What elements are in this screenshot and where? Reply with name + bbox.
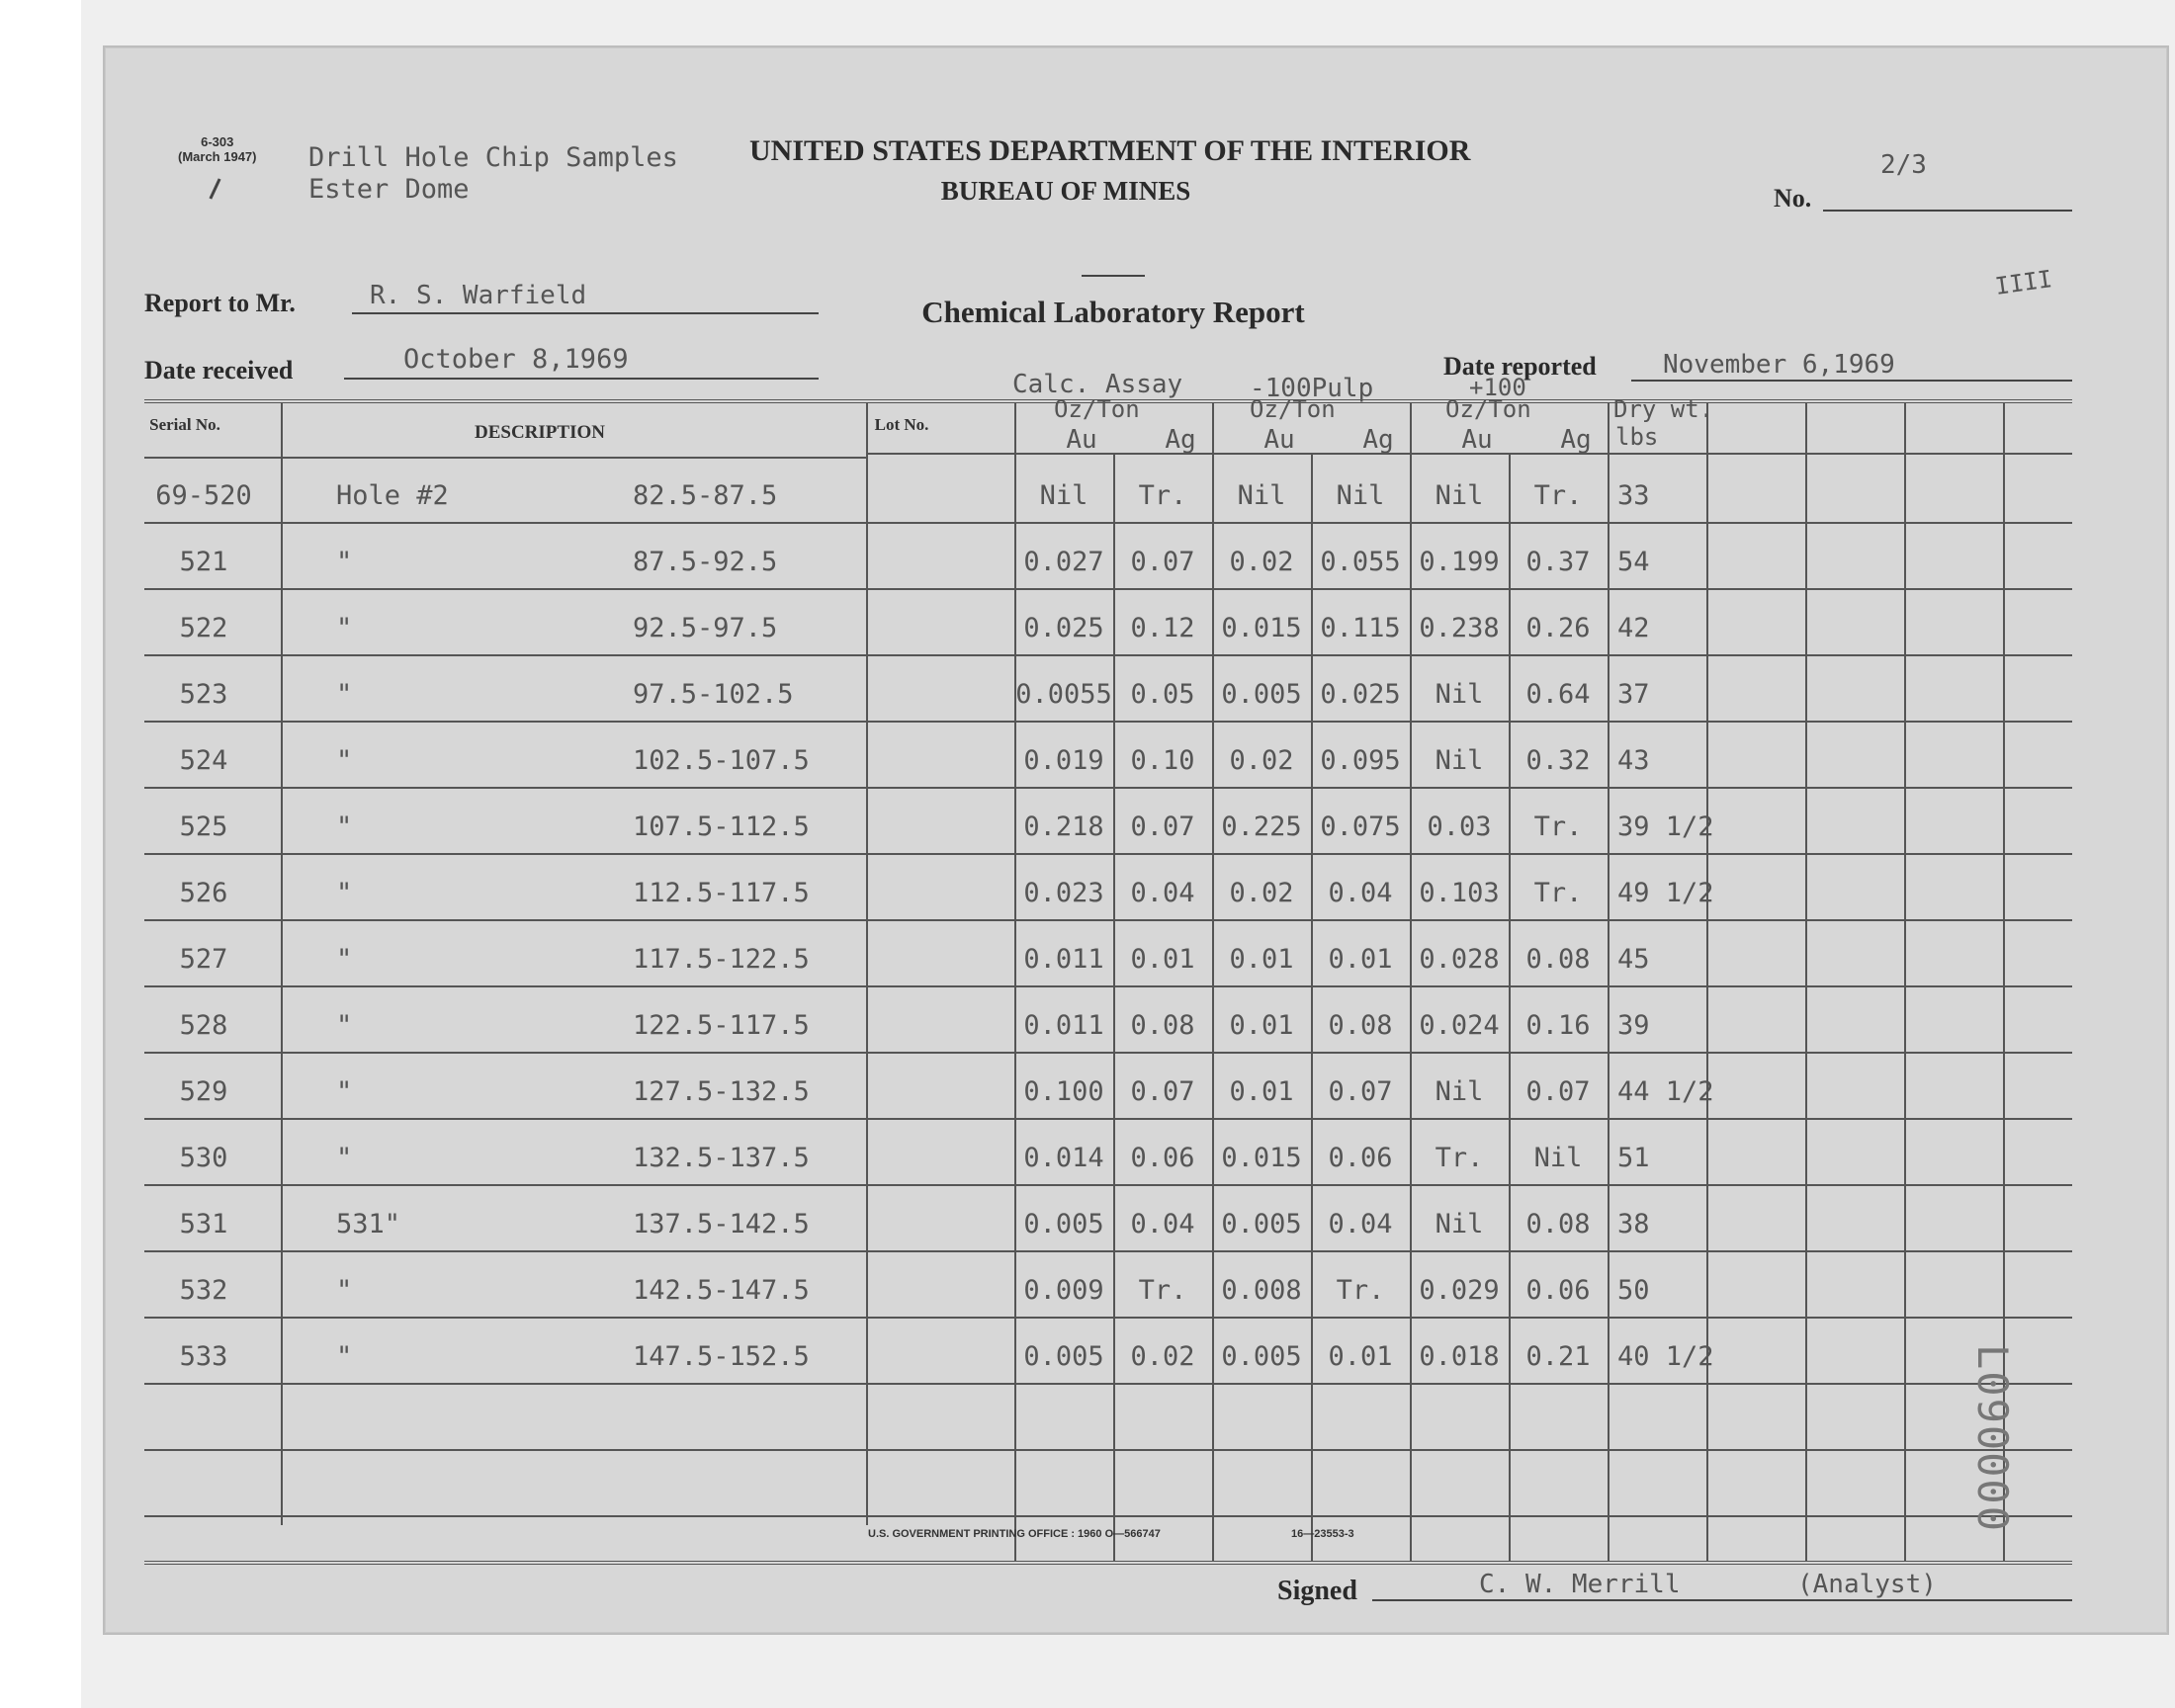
cell-q-ag: 0.21	[1525, 1341, 1591, 1372]
no-field-line	[1823, 210, 2072, 212]
col-rule	[1805, 403, 1807, 1561]
cell-c-ag: 0.08	[1130, 1010, 1195, 1041]
cell-c-au: Nil	[1039, 480, 1088, 511]
cell-p-ag: 0.075	[1320, 811, 1401, 842]
row-rule	[144, 588, 2072, 590]
cell-p-au: 0.02	[1229, 745, 1294, 776]
col-rule	[1608, 403, 1610, 1561]
cell-q-au: 0.028	[1419, 944, 1500, 975]
date-received-value: October 8,1969	[403, 344, 629, 375]
cell-q-ag: 0.37	[1525, 547, 1591, 577]
date-received-label: Date received	[144, 356, 294, 384]
cell-c-ag: 0.12	[1130, 613, 1195, 643]
cell-interval: 117.5-122.5	[633, 944, 810, 975]
ag-header-1: Ag	[1165, 425, 1196, 455]
cell-q-au: 0.024	[1419, 1010, 1500, 1041]
form-edition: (March 1947)	[178, 149, 257, 164]
cell-wt: 37	[1617, 679, 1650, 710]
cell-p-ag: 0.07	[1328, 1076, 1393, 1107]
cell-serial: 69-520	[155, 480, 252, 511]
cell-c-ag: 0.05	[1130, 679, 1195, 710]
cell-hole: "	[336, 944, 353, 975]
cell-wt: 38	[1617, 1209, 1650, 1239]
cell-wt: 33	[1617, 480, 1650, 511]
cell-c-au: 0.023	[1023, 878, 1104, 908]
cell-c-ag: 0.06	[1130, 1143, 1195, 1173]
cell-p-ag: 0.055	[1320, 547, 1401, 577]
cell-p-au: 0.008	[1221, 1275, 1302, 1306]
cell-p-ag: 0.04	[1328, 1209, 1393, 1239]
title-rule	[1082, 275, 1145, 277]
cell-hole: "	[336, 745, 353, 776]
lbs-header: lbs	[1615, 423, 1659, 451]
cell-interval: 107.5-112.5	[633, 811, 810, 842]
au-header-1: Au	[1066, 425, 1097, 455]
cell-p-au: Nil	[1237, 480, 1286, 511]
col-rule	[1904, 403, 1906, 1561]
cell-wt: 50	[1617, 1275, 1650, 1306]
cell-p-au: 0.01	[1229, 1076, 1294, 1107]
cell-q-au: Nil	[1435, 1076, 1484, 1107]
cell-p-au: 0.01	[1229, 1010, 1294, 1041]
cell-serial: 524	[179, 745, 228, 776]
cell-q-au: 0.199	[1419, 547, 1500, 577]
cell-serial: 525	[179, 811, 228, 842]
cell-c-ag: 0.07	[1130, 811, 1195, 842]
cell-hole: "	[336, 547, 353, 577]
cell-serial: 526	[179, 878, 228, 908]
table-top-rule	[144, 399, 2072, 403]
signer-name: C. W. Merrill	[1479, 1570, 1681, 1599]
cell-c-au: 0.019	[1023, 745, 1104, 776]
cell-hole: "	[336, 613, 353, 643]
cell-interval: 127.5-132.5	[633, 1076, 810, 1107]
cell-p-ag: Nil	[1336, 480, 1385, 511]
cell-interval: 132.5-137.5	[633, 1143, 810, 1173]
cell-q-au: 0.018	[1419, 1341, 1500, 1372]
cell-q-ag: Tr.	[1533, 878, 1583, 908]
cell-q-au: Nil	[1435, 1209, 1484, 1239]
row-rule	[144, 1184, 2072, 1186]
cell-interval: 147.5-152.5	[633, 1341, 810, 1372]
document-number: L090000	[1968, 1344, 2017, 1534]
page-number: 2/3	[1880, 150, 1927, 180]
cell-hole: "	[336, 878, 353, 908]
cell-serial: 530	[179, 1143, 228, 1173]
cell-q-ag: 0.32	[1525, 745, 1591, 776]
ag-header-2: Ag	[1362, 425, 1394, 455]
serial-header: Serial No.	[149, 415, 220, 434]
cell-q-au: Nil	[1435, 745, 1484, 776]
cell-p-au: 0.015	[1221, 1143, 1302, 1173]
cell-serial: 531	[179, 1209, 228, 1239]
plus100-header: +100	[1469, 374, 1526, 401]
cell-p-ag: 0.01	[1328, 944, 1393, 975]
description-header: DESCRIPTION	[475, 422, 605, 443]
cell-c-ag: Tr.	[1138, 1275, 1187, 1306]
unit-header-2: Oz/Ton	[1250, 395, 1336, 423]
col-rule	[866, 403, 868, 1525]
cell-wt: 51	[1617, 1143, 1650, 1173]
row-rule	[144, 919, 2072, 921]
cell-serial: 523	[179, 679, 228, 710]
cell-p-au: 0.015	[1221, 613, 1302, 643]
agency-title: UNITED STATES DEPARTMENT OF THE INTERIOR	[749, 134, 1471, 167]
cell-wt: 40 1/2	[1617, 1341, 1714, 1372]
cell-p-au: 0.005	[1221, 1209, 1302, 1239]
cell-q-ag: Tr.	[1533, 480, 1583, 511]
cell-serial: 527	[179, 944, 228, 975]
cell-wt: 44 1/2	[1617, 1076, 1714, 1107]
cell-q-ag: 0.16	[1525, 1010, 1591, 1041]
form-number-block	[178, 134, 256, 164]
cell-q-ag: 0.64	[1525, 679, 1591, 710]
report-title: Chemical Laboratory Report	[921, 295, 1305, 329]
signed-label: Signed	[1277, 1576, 1357, 1606]
cell-hole: "	[336, 1341, 353, 1372]
table-bottom-rule	[144, 1561, 2072, 1565]
pulp-header: -100Pulp	[1250, 374, 1374, 403]
cell-c-ag: 0.02	[1130, 1341, 1195, 1372]
cell-q-ag: 0.08	[1525, 944, 1591, 975]
cell-c-au: 0.0055	[1015, 679, 1112, 710]
cell-q-au: 0.029	[1419, 1275, 1500, 1306]
cell-q-ag: Nil	[1533, 1143, 1583, 1173]
cell-p-au: 0.02	[1229, 878, 1294, 908]
pen-mark	[209, 178, 220, 199]
report-to-value: R. S. Warfield	[370, 281, 587, 310]
row-rule	[144, 1449, 2072, 1451]
location: Ester Dome	[308, 174, 470, 205]
cell-interval: 137.5-142.5	[633, 1209, 810, 1239]
au-header-3: Au	[1461, 425, 1493, 455]
cell-p-ag: 0.095	[1320, 745, 1401, 776]
dry-wt-header: Dry wt.	[1613, 395, 1714, 423]
row-rule	[144, 1118, 2072, 1120]
date-reported-value: November 6,1969	[1663, 350, 1895, 380]
cell-wt: 54	[1617, 547, 1650, 577]
cell-serial: 532	[179, 1275, 228, 1306]
cell-interval: 102.5-107.5	[633, 745, 810, 776]
report-to-line	[352, 312, 819, 314]
cell-interval: 97.5-102.5	[633, 679, 794, 710]
cell-q-au: Tr.	[1435, 1143, 1484, 1173]
cell-wt: 39 1/2	[1617, 811, 1714, 842]
cell-wt: 43	[1617, 745, 1650, 776]
row-rule	[144, 1052, 2072, 1054]
cell-c-ag: 0.01	[1130, 944, 1195, 975]
cell-p-au: 0.005	[1221, 1341, 1302, 1372]
cell-c-au: 0.218	[1023, 811, 1104, 842]
cell-p-ag: 0.115	[1320, 613, 1401, 643]
cell-serial: 521	[179, 547, 228, 577]
cell-p-ag: Tr.	[1336, 1275, 1385, 1306]
col-rule	[281, 403, 283, 1525]
cell-hole: "	[336, 1275, 353, 1306]
cell-hole: "	[336, 811, 353, 842]
unit-header-3: Oz/Ton	[1445, 395, 1531, 423]
report-sheet	[103, 45, 2169, 1635]
row-rule	[144, 522, 2072, 524]
cell-serial: 533	[179, 1341, 228, 1372]
cell-p-ag: 0.04	[1328, 878, 1393, 908]
cell-c-au: 0.011	[1023, 1010, 1104, 1041]
cell-c-au: 0.100	[1023, 1076, 1104, 1107]
cell-serial: 522	[179, 613, 228, 643]
cell-wt: 42	[1617, 613, 1650, 643]
cell-interval: 82.5-87.5	[633, 480, 778, 511]
cell-q-ag: 0.07	[1525, 1076, 1591, 1107]
cell-p-au: 0.225	[1221, 811, 1302, 842]
cell-q-au: Nil	[1435, 679, 1484, 710]
cell-hole: Hole #2	[336, 480, 449, 511]
row-rule	[144, 1250, 2072, 1252]
cell-wt: 39	[1617, 1010, 1650, 1041]
date-received-line	[344, 378, 819, 380]
cell-interval: 92.5-97.5	[633, 613, 778, 643]
cell-q-ag: 0.08	[1525, 1209, 1591, 1239]
cell-wt: 45	[1617, 944, 1650, 975]
row-rule	[144, 1515, 2072, 1517]
report-to-label: Report to Mr.	[144, 289, 296, 317]
cell-q-au: 0.103	[1419, 878, 1500, 908]
cell-c-ag: Tr.	[1138, 480, 1187, 511]
cell-c-au: 0.011	[1023, 944, 1104, 975]
date-reported-line	[1631, 380, 2072, 382]
cell-p-au: 0.01	[1229, 944, 1294, 975]
row-rule	[144, 1383, 2072, 1385]
cell-hole: 531"	[336, 1209, 401, 1239]
cell-interval: 122.5-117.5	[633, 1010, 810, 1041]
header-bottom-rule-left	[144, 457, 866, 459]
cell-hole: "	[336, 679, 353, 710]
cell-c-ag: 0.07	[1130, 1076, 1195, 1107]
cell-q-ag: Tr.	[1533, 811, 1583, 842]
signer-role: (Analyst)	[1797, 1570, 1937, 1599]
no-label: No.	[1774, 184, 1812, 213]
cell-hole: "	[336, 1143, 353, 1173]
cell-c-ag: 0.10	[1130, 745, 1195, 776]
cell-interval: 87.5-92.5	[633, 547, 778, 577]
cell-c-au: 0.009	[1023, 1275, 1104, 1306]
cell-p-ag: 0.08	[1328, 1010, 1393, 1041]
row-rule	[144, 1317, 2072, 1319]
unit-header-1: Oz/Ton	[1054, 395, 1140, 423]
header-bottom-rule	[866, 453, 2072, 455]
row-rule	[144, 721, 2072, 723]
tally-mark: IIII	[1993, 265, 2054, 300]
cell-c-au: 0.027	[1023, 547, 1104, 577]
row-rule	[144, 853, 2072, 855]
au-header-2: Au	[1263, 425, 1295, 455]
cell-c-au: 0.005	[1023, 1209, 1104, 1239]
row-rule	[144, 985, 2072, 987]
form-code: 16—23553-3	[1291, 1528, 1354, 1540]
cell-q-ag: 0.26	[1525, 613, 1591, 643]
cell-c-au: 0.005	[1023, 1341, 1104, 1372]
cell-interval: 112.5-117.5	[633, 878, 810, 908]
cell-q-au: Nil	[1435, 480, 1484, 511]
form-number: 6-303	[201, 134, 234, 149]
cell-p-ag: 0.025	[1320, 679, 1401, 710]
bureau-title: BUREAU OF MINES	[940, 176, 1191, 206]
cell-c-au: 0.014	[1023, 1143, 1104, 1173]
cell-c-ag: 0.07	[1130, 547, 1195, 577]
row-rule	[144, 787, 2072, 789]
cell-p-au: 0.005	[1221, 679, 1302, 710]
cell-serial: 529	[179, 1076, 228, 1107]
cell-c-ag: 0.04	[1130, 878, 1195, 908]
row-rule	[144, 654, 2072, 656]
date-reported-label: Date reported	[1443, 352, 1597, 381]
printer-imprint: U.S. GOVERNMENT PRINTING OFFICE : 1960 O—566747	[868, 1528, 1161, 1540]
cell-hole: "	[336, 1010, 353, 1041]
cell-q-au: 0.03	[1427, 811, 1492, 842]
cell-q-ag: 0.06	[1525, 1275, 1591, 1306]
cell-p-ag: 0.06	[1328, 1143, 1393, 1173]
ag-header-3: Ag	[1560, 425, 1592, 455]
cell-q-au: 0.238	[1419, 613, 1500, 643]
cell-p-au: 0.02	[1229, 547, 1294, 577]
cell-interval: 142.5-147.5	[633, 1275, 810, 1306]
calc-assay-header: Calc. Assay	[1012, 370, 1183, 399]
scan-margin	[0, 0, 81, 1708]
cell-hole: "	[336, 1076, 353, 1107]
lot-header: Lot No.	[874, 415, 929, 434]
sample-type: Drill Hole Chip Samples	[308, 142, 678, 173]
cell-c-ag: 0.04	[1130, 1209, 1195, 1239]
cell-p-ag: 0.01	[1328, 1341, 1393, 1372]
cell-serial: 528	[179, 1010, 228, 1041]
cell-c-au: 0.025	[1023, 613, 1104, 643]
cell-wt: 49 1/2	[1617, 878, 1714, 908]
signature-line	[1372, 1599, 2072, 1601]
